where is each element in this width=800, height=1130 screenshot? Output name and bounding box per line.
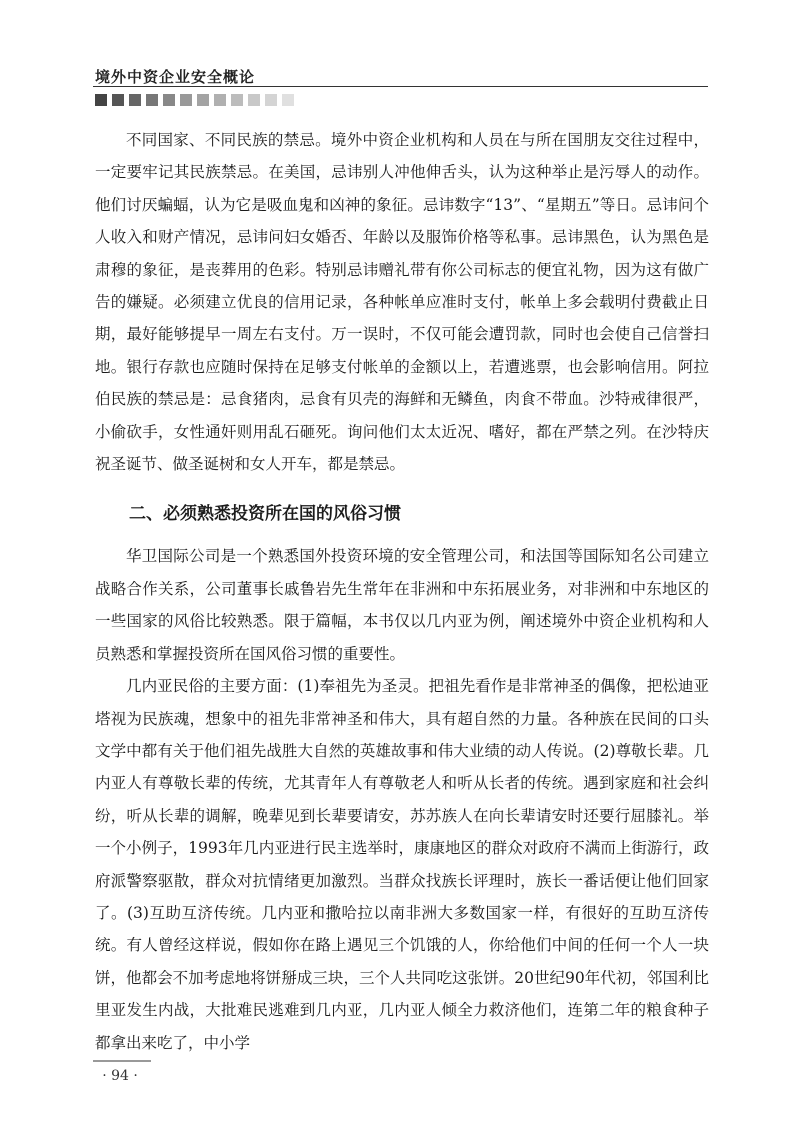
running-header-title: 境外中资企业安全概论 [95, 68, 256, 86]
body-paragraph: 华卫国际公司是一个熟悉国外投资环境的安全管理公司，和法国等国际知名公司建立战略合作关系，公司董事长戚鲁岩先生常年在非洲和中东拓展业务，对非洲和中东地区的一些国家的风俗比较熟悉。限于篇幅，本书仅以几内亚为例，阐述境外中资企业机构和人员熟悉和掌握投资所在国风俗习惯的重要性。 [95, 547, 709, 663]
header-square [214, 94, 226, 106]
header-decorative-squares [95, 94, 294, 106]
page-body [95, 124, 709, 1059]
header-square [265, 94, 277, 106]
header-square [112, 94, 124, 106]
header-square [197, 94, 209, 106]
header-square [231, 94, 243, 106]
header-square [282, 94, 294, 106]
header-square [146, 94, 158, 106]
header-rule [93, 86, 708, 87]
section-heading: 二、必须熟悉投资所在国的风俗习惯 [129, 504, 401, 525]
header-square [129, 94, 141, 106]
header-square [163, 94, 175, 106]
header-square [180, 94, 192, 106]
body-paragraph: 几内亚民俗的主要方面：(1)奉祖先为圣灵。把祖先看作是非常神圣的偶像，把松迪亚塔视为民族魂，想象中的祖先非常神圣和伟大，具有超自然的力量。各种族在民间的口头文学中都有关于他们祖先战胜大自然的英雄故事和伟大业绩的动人传说。(2)尊敬长辈。几内亚人有尊敬长辈的传统，尤其青年人有尊敬老人和听从长者的传统。遇到家庭和社会纠纷，听从长辈的调解，晚辈见到长辈要请安，苏苏族人在向长辈请安时还要行屈膝礼。举一个小例子，1993年几内亚进行民主选举时，康康地区的群众对政府不满而上街游行，政府派警察驱散，群众对抗情绪更加激烈。当群众找族长评理时，族长一番话便让他们回家了。(3)互助互济传统。几内亚和撒哈拉以南非洲大多数国家一样，有很好的互助互济传统。有人曾经这样说，假如你在路上遇见三个饥饿的人，你给他们中间的任何一个人一块饼，他都会不加考虑地将饼掰成三块，三个人共同吃这张饼。20世纪90年代初，邻国利比里亚发生内战，大批难民逃难到几内亚，几内亚人倾全力救济他们，连第二年的粮食种子都拿出来吃了，中小学 [95, 677, 709, 1052]
header-square [95, 94, 107, 106]
body-paragraph: 不同国家、不同民族的禁忌。境外中资企业机构和人员在与所在国朋友交往过程中，一定要牢记其民族禁忌。在美国，忌讳别人冲他伸舌头，认为这种举止是污辱人的动作。他们讨厌蝙蝠，认为它是吸血鬼和凶神的象征。忌讳数字“13”、“星期五”等日。忌讳问个人收入和财产情况，忌讳问妇女婚否、年龄以及服饰价格等私事。忌讳黑色，认为黑色是肃穆的象征，是丧葬用的色彩。特别忌讳赠礼带有你公司标志的便宜礼物，因为这有做广告的嫌疑。必须建立优良的信用记录，各种帐单应准时支付，帐单上多会载明付费截止日期，最好能够提早一周左右支付。万一误时，不仅可能会遭罚款，同时也会使自己信誉扫地。银行存款也应随时保持在足够支付帐单的金额以上，若遭逃票，也会影响信用。阿拉伯民族的禁忌是：忌食猪肉，忌食有贝壳的海鲜和无鳞鱼，肉食不带血。沙特戒律很严，小偷砍手，女性通奸则用乱石砸死。询问他们太太近况、嗜好，都在严禁之列。在沙特庆祝圣诞节、做圣诞树和女人开车，都是禁忌。 [95, 131, 709, 474]
footer-rule [93, 1060, 151, 1062]
header-square [248, 94, 260, 106]
page-number: · 94 · [102, 1068, 138, 1084]
